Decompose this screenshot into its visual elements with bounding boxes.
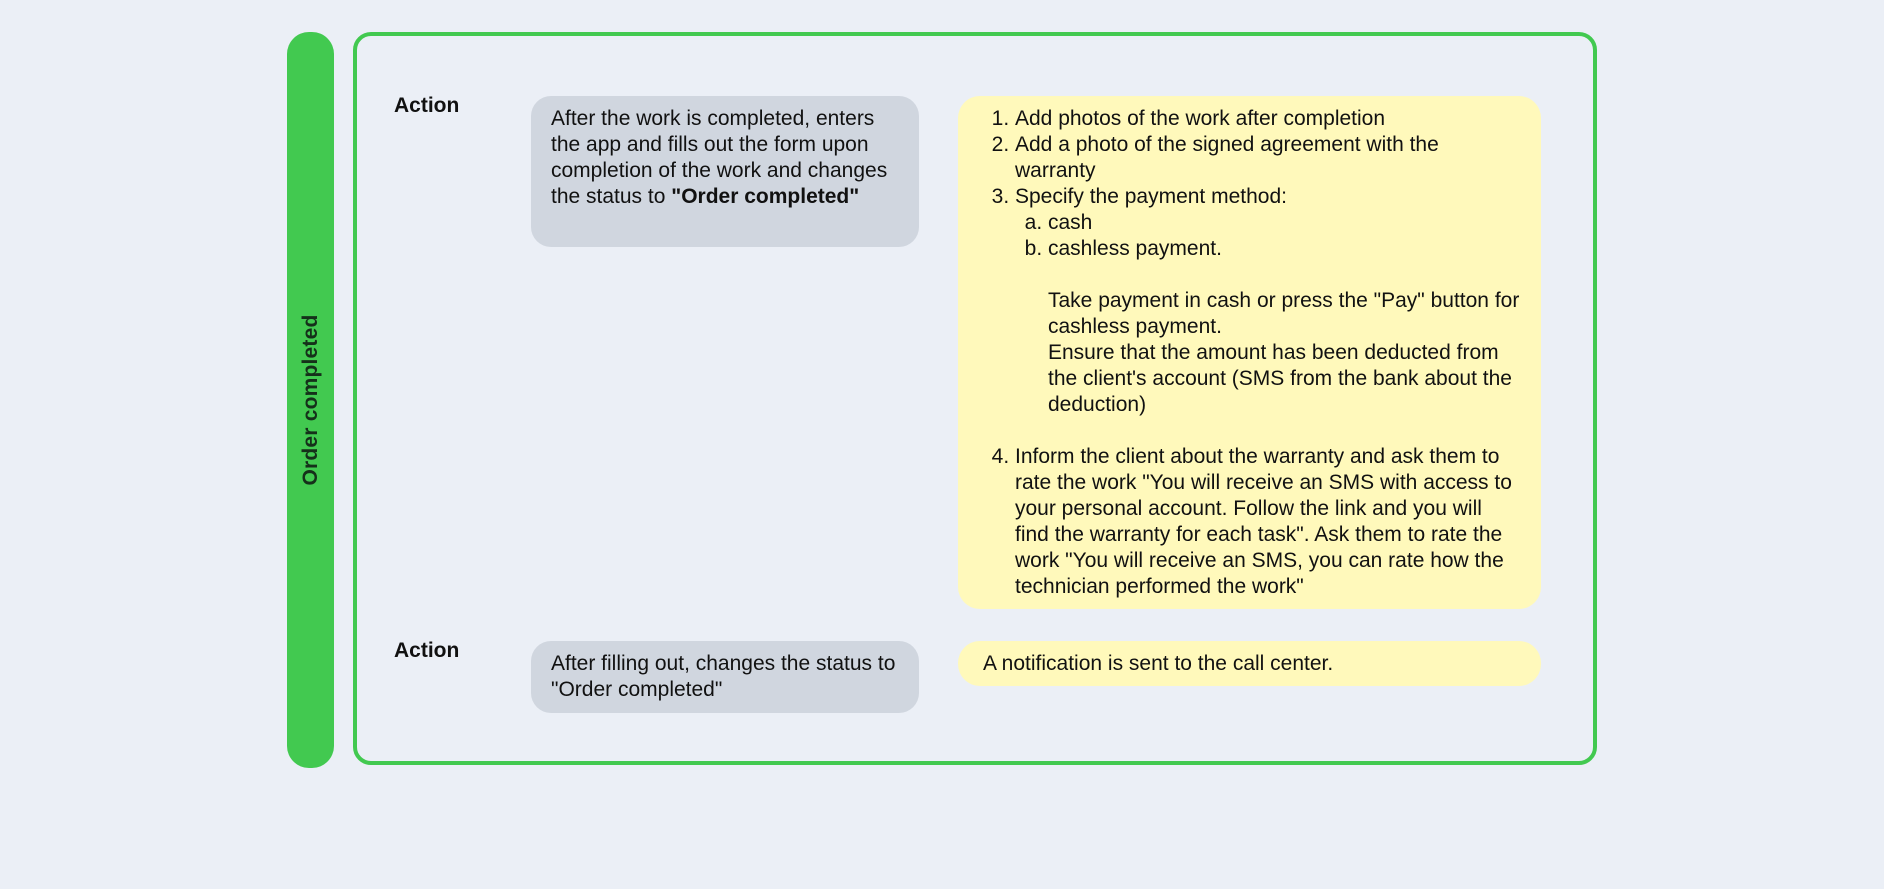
payment-method-cash: a. cash xyxy=(1048,210,1521,236)
payment-note-2: Ensure that the amount has been deducted from the client's account (SMS from the bank about the deduction) xyxy=(1048,341,1512,416)
step-item-2: 2. Add a photo of the signed agreement with the warranty xyxy=(1015,132,1521,184)
payment-note-1: Take payment in cash or press the "Pay" button for cashless payment. xyxy=(1048,289,1520,338)
actor-step-1-text: After the work is completed, enters the app and fills out the form upon completion of the work and changes the status to xyxy=(551,107,888,208)
step-item-3: 3. Specify the payment method: a. cash b. cashless payment. Take payment in cash or press the "Pay" button for cashless payment. Ensure that the amount has been deducted from the client's account (SMS from the bank about the deduction) xyxy=(1015,184,1521,444)
payment-methods-list xyxy=(1015,210,1521,444)
row-label-2: Action xyxy=(394,639,460,662)
row-label-1: Action xyxy=(394,94,460,117)
stage-label: Order completed xyxy=(298,314,322,486)
system-step-2 xyxy=(958,641,1541,686)
actor-step-2-text: After filling out, changes the status to "Order completed" xyxy=(551,652,896,701)
actor-step-1 xyxy=(531,96,919,247)
system-step-2-text: A notification is sent to the call center. xyxy=(983,652,1334,675)
system-step-1-list xyxy=(958,106,1521,600)
payment-method-cashless: b. cashless payment. Take payment in cash or press the "Pay" button for cashless payment. Ensure that the amount has been deducted from the client's account (SMS from the bank about the deduction) xyxy=(1048,236,1521,444)
system-step-1 xyxy=(958,96,1541,609)
step-item-1: 1. Add photos of the work after completion xyxy=(1015,106,1521,132)
stage-bar xyxy=(287,32,334,768)
step-item-4: 4. Inform the client about the warranty and ask them to rate the work "You will receive an SMS with access to your personal account. Follow the link and you will find the warranty for each task". Ask them to rate the work "You will receive an SMS, you can rate how the technician performed the work" xyxy=(1015,444,1521,600)
actor-step-1-status: "Order completed" xyxy=(671,185,860,208)
stage-frame xyxy=(353,32,1597,765)
actor-step-2 xyxy=(531,641,919,713)
